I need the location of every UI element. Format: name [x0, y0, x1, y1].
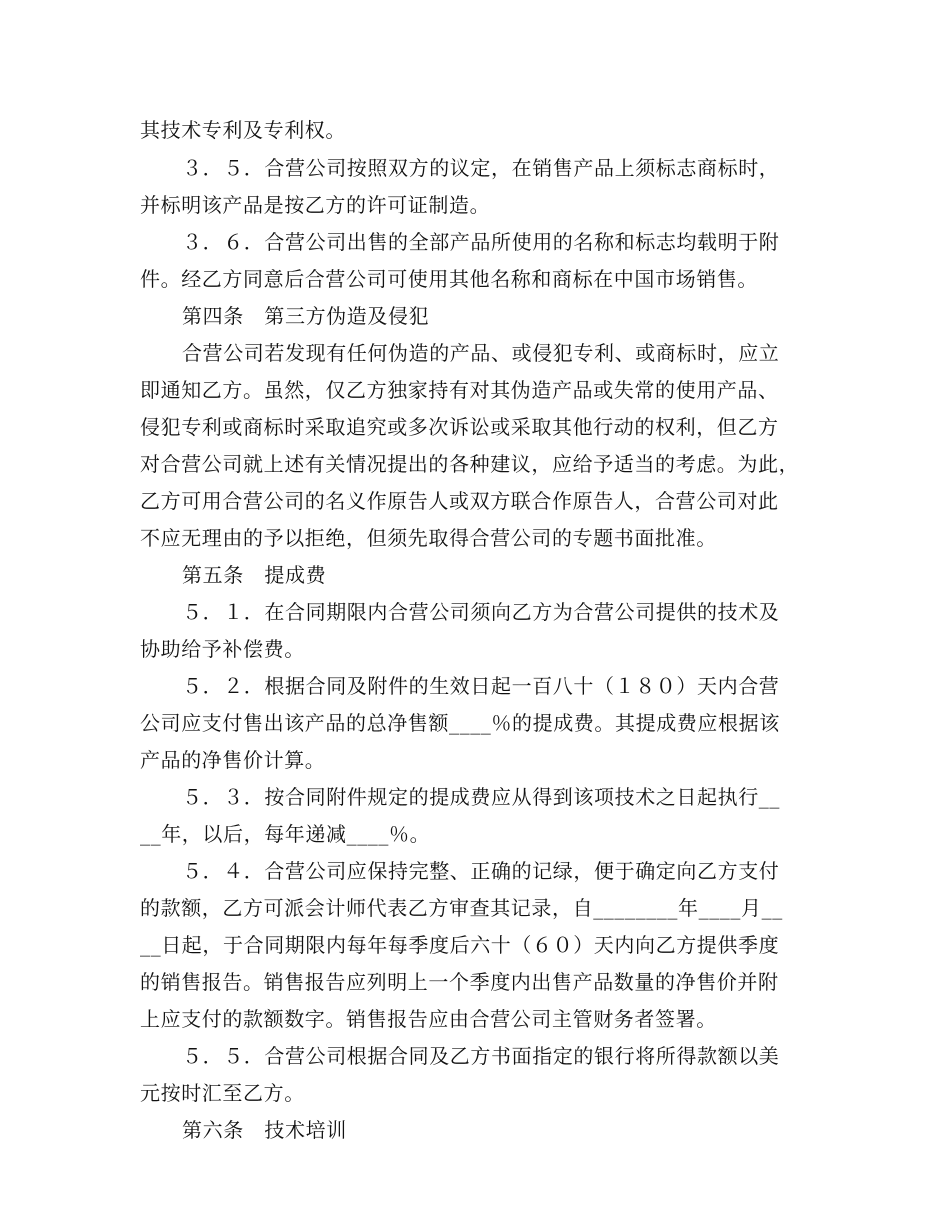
- text-line: 的销售报告。销售报告应列明上一个季度内出售产品数量的净售价并附: [140, 970, 779, 994]
- clause-5-3: ５．３．按合同附件规定的提成费应从得到该项技术之日起执行__: [182, 785, 780, 809]
- clause-5-2: ５．２．根据合同及附件的生效日起一百八十（１８０）天内合营: [182, 674, 780, 698]
- text-line: 产品的净售价计算。: [140, 748, 326, 772]
- clause-5-5: ５．５．合营公司根据合同及乙方书面指定的银行将所得款额以美: [182, 1044, 780, 1068]
- text-line: 件。经乙方同意后合营公司可使用其他名称和商标在中国市场销售。: [140, 267, 758, 291]
- clause-3-6: ３．６．合营公司出售的全部产品所使用的名称和标志均载明于附: [182, 230, 780, 254]
- text-line: 即通知乙方。虽然，仅乙方独家持有对其伪造产品或失常的使用产品、: [140, 378, 779, 402]
- text-line: 协助给予补偿费。: [140, 637, 305, 661]
- text-line: 并标明该产品是按乙方的许可证制造。: [140, 193, 491, 217]
- clause-5-4: ５．４．合营公司应保持完整、正确的记绿，便于确定向乙方支付: [182, 859, 780, 883]
- article-6-heading: 第六条 技术培训: [182, 1118, 347, 1142]
- clause-3-5: ３．５．合营公司按照双方的议定，在销售产品上须标志商标时，: [182, 156, 780, 180]
- text-line: 的款额，乙方可派会计师代表乙方审查其记录，自________年____月__: [140, 896, 783, 920]
- text-line: __年，以后，每年递减____％。: [140, 822, 431, 846]
- text-line: 元按时汇至乙方。: [140, 1081, 305, 1105]
- text-line: 上应支付的款额数字。销售报告应由合营公司主管财务者签署。: [140, 1007, 717, 1031]
- text-line: __日起，于合同期限内每年每季度后六十（６０）天内向乙方提供季度: [140, 933, 780, 957]
- text-line: 不应无理由的予以拒绝，但须先取得合营公司的专题书面批准。: [140, 526, 717, 550]
- article-4-heading: 第四条 第三方伪造及侵犯: [182, 304, 430, 328]
- text-line: 其技术专利及专利权。: [140, 118, 346, 142]
- text-line: 乙方可用合营公司的名义作原告人或双方联合作原告人，合营公司对此: [140, 489, 779, 513]
- clause-5-1: ５．１．在合同期限内合营公司须向乙方为合营公司提供的技术及: [182, 600, 780, 624]
- text-line: 公司应支付售出该产品的总净售额____％的提成费。其提成费应根据该: [140, 711, 780, 735]
- article-5-heading: 第五条 提成费: [182, 563, 327, 587]
- text-line: 对合营公司就上述有关情况提出的各种建议，应给予适当的考虑。为此，: [140, 452, 800, 476]
- text-line: 合营公司若发现有任何伪造的产品、或侵犯专利、或商标时，应立: [182, 341, 780, 365]
- text-line: 侵犯专利或商标时采取追究或多次诉讼或采取其他行动的权利，但乙方: [140, 415, 779, 439]
